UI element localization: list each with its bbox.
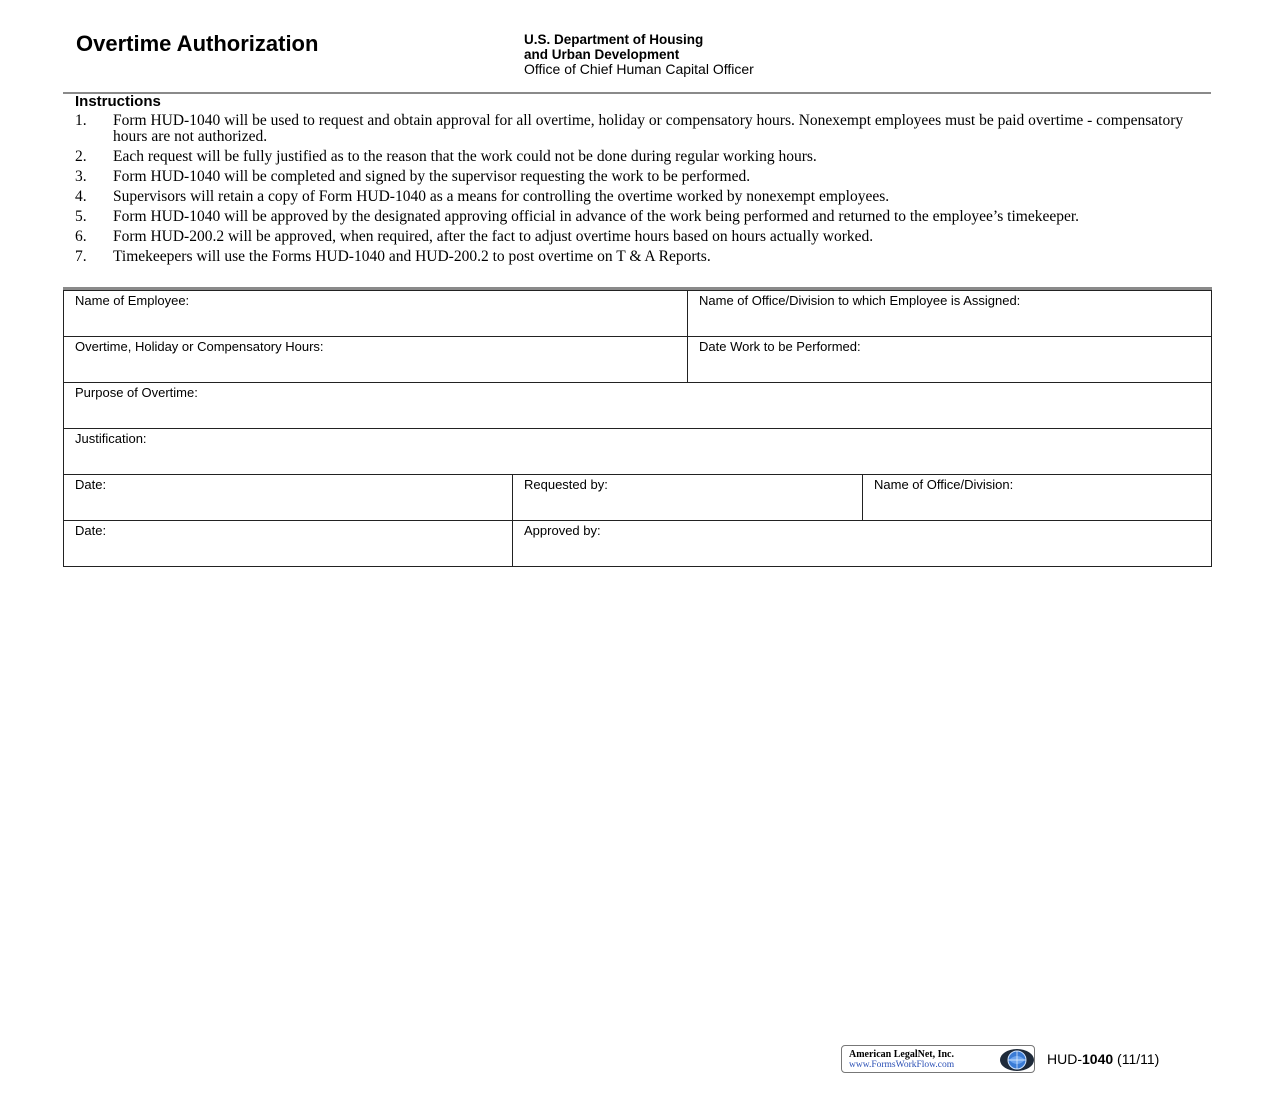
form-date: (11/11): [1113, 1051, 1160, 1067]
instruction-item: [75, 189, 1195, 205]
requested-by-label: Requested by:: [524, 477, 608, 492]
instruction-number: 6.: [75, 228, 87, 245]
instruction-number: 2.: [75, 148, 87, 165]
approval-date-label: Date:: [75, 523, 107, 538]
instruction-number: 3.: [75, 168, 87, 185]
page-title: Overtime Authorization: [76, 31, 319, 56]
date-work-field[interactable]: [687, 336, 1212, 383]
instruction-text: Form HUD-1040 will be used to request and obtain approval for all overtime, holiday or compensatory hours. Nonexempt employees must be paid overtime - compensatory hours are not authorized.: [113, 112, 1184, 145]
employee-name-label: Name of Employee:: [75, 293, 190, 308]
request-date-label: Date:: [75, 477, 107, 492]
instructions-heading: Instructions: [75, 93, 161, 110]
agency-line-3: Office of Chief Human Capital Officer: [524, 61, 754, 77]
date-work-label: Date Work to be Performed:: [699, 339, 861, 354]
agency-line-2: and Urban Development: [524, 46, 680, 62]
employee-name-field[interactable]: [63, 290, 688, 337]
agency-block: [524, 33, 754, 77]
header-divider: [63, 92, 1211, 94]
instruction-number: 4.: [75, 188, 87, 205]
office-assigned-label: Name of Office/Division to which Employee is Assigned:: [699, 293, 1021, 308]
instruction-item: [75, 209, 1195, 225]
instruction-item: [75, 169, 1195, 185]
office-division-label: Name of Office/Division:: [874, 477, 1014, 492]
form-number: 1040: [1082, 1051, 1114, 1067]
purpose-field[interactable]: [63, 382, 1212, 429]
approved-by-field[interactable]: [512, 520, 1212, 567]
form-prefix: HUD-: [1047, 1051, 1082, 1067]
instructions-list: [75, 113, 1195, 269]
office-assigned-field[interactable]: [687, 290, 1212, 337]
hours-label: Overtime, Holiday or Compensatory Hours:: [75, 339, 324, 354]
legalnet-badge[interactable]: [841, 1045, 1035, 1073]
badge-company: American LegalNet, Inc.: [849, 1049, 954, 1060]
badge-url[interactable]: www.FormsWorkFlow.com: [849, 1060, 955, 1070]
hours-field[interactable]: [63, 336, 688, 383]
instruction-item: [75, 229, 1195, 245]
instruction-text: Each request will be fully justified as to the reason that the work could not be done during regular working hours.: [113, 148, 817, 165]
requested-by-field[interactable]: [512, 474, 863, 521]
justification-label: Justification:: [75, 431, 147, 446]
instruction-item: [75, 149, 1195, 165]
instruction-item: [75, 113, 1195, 145]
justification-field[interactable]: [63, 428, 1212, 475]
instruction-text: Form HUD-200.2 will be approved, when required, after the fact to adjust overtime hours based on hours actually worked.: [113, 228, 874, 245]
instruction-number: 1.: [75, 112, 87, 129]
office-division-field[interactable]: [862, 474, 1212, 521]
approved-by-label: Approved by:: [524, 523, 601, 538]
globe-icon: [999, 1048, 1035, 1072]
instruction-text: Supervisors will retain a copy of Form HUD-1040 as a means for controlling the overtime worked by nonexempt employees.: [113, 188, 890, 205]
instruction-number: 7.: [75, 248, 87, 265]
request-date-field[interactable]: [63, 474, 513, 521]
approval-date-field[interactable]: [63, 520, 513, 567]
purpose-label: Purpose of Overtime:: [75, 385, 198, 400]
form-identifier: [1047, 1051, 1159, 1067]
agency-line-1: U.S. Department of Housing: [524, 32, 704, 47]
authorization-form: [63, 287, 1212, 567]
instruction-text: Timekeepers will use the Forms HUD-1040 and HUD-200.2 to post overtime on T & A Reports.: [113, 248, 711, 265]
instruction-text: Form HUD-1040 will be completed and signed by the supervisor requesting the work to be performed.: [113, 168, 751, 185]
instruction-number: 5.: [75, 208, 87, 225]
instruction-text: Form HUD-1040 will be approved by the designated approving official in advance of the work being performed and returned to the employee’s timekeeper.: [113, 208, 1080, 225]
instruction-item: [75, 249, 1195, 265]
